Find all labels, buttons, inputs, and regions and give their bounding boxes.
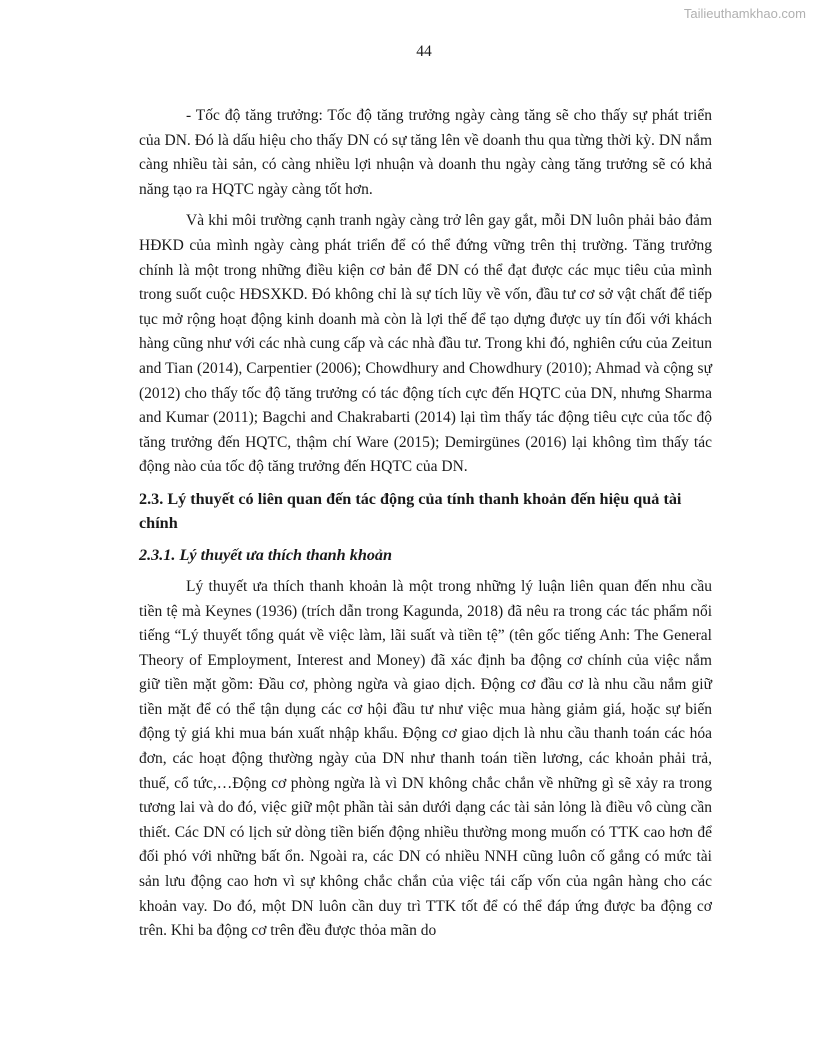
paragraph-competition: Và khi môi trường cạnh tranh ngày càng trở lên gay gắt, mỗi DN luôn phải bảo đảm HĐKD của mình ngày càng phát triển để có thể đứng vững trên thị trường. Tăng trưởng chính là một trong những điều kiện cơ bản để DN có thể đạt được các mục tiêu của mình trong suốt cuộc HĐSXKD. Đó không chỉ là sự tích lũy về vốn, đầu tư cơ sở vật chất để tiếp tục mở rộng hoạt động kinh doanh mà còn là lợi thế để tạo dựng được uy tín đối với khách hàng cũng như với các nhà cung cấp và các nhà đầu tư. Trong khi đó, nghiên cứu của Zeitun and Tian (2014), Carpentier (2006); Chowdhury and Chowdhury (2010); Ahmad và cộng sự (2012) cho thấy tốc độ tăng trưởng có tác động tích cực đến HQTC của DN, nhưng Sharma and Kumar (2011); Bagchi and Chakrabarti (2014) lại tìm thấy tác động tiêu cực của tốc độ tăng trưởng đến HQTC, thậm chí Ware (2015); Demirgünes (2016) lại không tìm thấy tác động nào của tốc độ tăng trưởng đến HQTC của DN. (139, 212, 712, 476)
paragraph-liquidity-preference: Lý thuyết ưa thích thanh khoản là một trong những lý luận liên quan đến nhu cầu tiền tệ mà Keynes (1936) (trích dẫn trong Kagunda, 2018) đã nêu ra trong các tác phẩm nổi tiếng “Lý thuyết tổng quát về việc làm, lãi suất và tiền tệ” (tên gốc tiếng Anh: The General Theory of Employment, Interest and Money) đã xác định ba động cơ chính của việc nắm giữ tiền mặt gồm: Đầu cơ, phòng ngừa và giao dịch. Động cơ đầu cơ là nhu cầu nắm giữ tiền mặt để có thể tận dụng các cơ hội đầu tư như việc mua hàng giảm giá, hoặc sự biến động tỷ giá khi mua bán xuất nhập khẩu. Động cơ giao dịch là nhu cầu thanh toán các hóa đơn, các hoạt động thường ngày của DN như thanh toán tiền lương, các khoản phải trả, thuế, cổ tức,…Động cơ phòng ngừa là vì DN không chắc chắn về những gì sẽ xảy ra trong tương lai và do đó, việc giữ một phần tài sản dưới dạng các tài sản lỏng là điều vô cùng cần thiết. Các DN có lịch sử dòng tiền biến động nhiều thường mong muốn có TTK cao hơn để đối phó với những bất ổn. Ngoài ra, các DN có nhiều NNH cũng luôn cố gắng có mức tài sản lưu động cao hơn vì sự không chắc chắn của việc tái cấp vốn của ngân hàng cho các khoản vay. Do đó, một DN luôn cần duy trì TTK tốt để có thể đáp ứng được ba động cơ trên. Khi ba động cơ trên đều được thỏa mãn do (139, 577, 712, 940)
document-body (139, 104, 712, 951)
page-number: 44 (416, 43, 432, 60)
paragraph-growth-rate: - Tốc độ tăng trưởng: Tốc độ tăng trưởng ngày càng tăng sẽ cho thấy sự phát triển của DN. Đó là dấu hiệu cho thấy DN có sự tăng lên về doanh thu qua từng thời kỳ. DN nắm càng nhiều tài sản, có càng nhiều lợi nhuận và doanh thu ngày càng tăng trưởng sẽ có khả năng tạo ra HQTC ngày càng tốt hơn. (139, 107, 712, 198)
watermark: Tailieuthamkhao.com (683, 6, 806, 21)
section-heading: 2.3. Lý thuyết có liên quan đến tác động của tính thanh khoản đến hiệu quả tài chính (139, 489, 682, 533)
subsection-heading: 2.3.1. Lý thuyết ưa thích thanh khoản (139, 545, 393, 564)
